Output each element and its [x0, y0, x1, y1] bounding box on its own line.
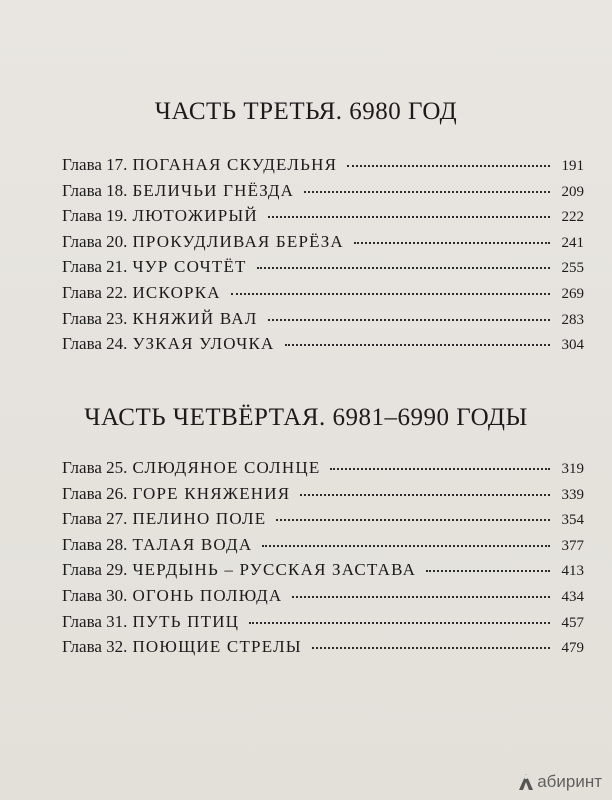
toc-entry: [62, 283, 584, 309]
dot-leader: [354, 242, 550, 244]
chapter-number: Глава 28.: [62, 534, 128, 554]
page-number: 241: [561, 234, 584, 251]
chapter-number: Глава 23.: [62, 308, 128, 328]
chapter-number: Глава 30.: [62, 585, 128, 605]
chapter-title: ГОРЕ КНЯЖЕНИЯ: [132, 483, 291, 503]
dot-leader: [330, 468, 550, 470]
toc-entry: [62, 535, 584, 561]
chapter-number: Глава 29.: [62, 560, 128, 580]
page-number: 191: [561, 158, 584, 174]
chapter-title: ПЕЛИНО ПОЛЕ: [132, 509, 267, 529]
dot-leader: [300, 494, 550, 496]
page-number: 222: [561, 209, 584, 226]
dot-leader: [231, 293, 550, 295]
chapter-title: ОГОНЬ ПОЛЮДА: [132, 585, 283, 605]
page-number: 434: [561, 588, 584, 605]
dot-leader: [249, 622, 550, 624]
dot-leader: [285, 344, 550, 346]
toc-entry: [62, 637, 584, 663]
chapter-number: Глава 31.: [62, 611, 128, 631]
chapter-title: ПРОКУДЛИВАЯ БЕРЁЗА: [132, 231, 344, 251]
chapter-number: Глава 21.: [62, 257, 128, 277]
dot-leader: [304, 191, 550, 193]
dot-leader: [268, 216, 550, 218]
dot-leader: [426, 570, 550, 572]
toc-entry: [62, 612, 584, 638]
watermark: [518, 772, 602, 792]
chapter-title: КНЯЖИЙ ВАЛ: [132, 308, 258, 328]
chapter-number: Глава 17.: [62, 155, 128, 174]
chapter-number: Глава 20.: [62, 231, 128, 251]
toc-entry: [62, 181, 584, 207]
dot-leader: [268, 319, 550, 321]
page-number: 457: [561, 614, 584, 631]
chapter-title: ПУТЬ ПТИЦ: [132, 611, 240, 631]
page-number: 377: [561, 537, 584, 554]
dot-leader: [262, 545, 550, 547]
dot-leader: [347, 165, 550, 167]
chapter-title: ЛЮТОЖИРЫЙ: [132, 206, 258, 226]
toc-entry: [62, 334, 584, 360]
part-title: ЧАСТЬ ТРЕТЬЯ. 6980 ГОД: [154, 98, 458, 125]
chapter-number: Глава 18.: [62, 180, 128, 200]
toc-list-part-3: [62, 155, 584, 360]
toc-entry: [62, 458, 584, 484]
page-number: 209: [561, 183, 584, 200]
chapter-title: ПОГАНАЯ СКУДЕЛЬНЯ: [132, 155, 338, 174]
chapter-title: ЧУР СОЧТЁТ: [132, 257, 247, 277]
page-number: 339: [561, 486, 584, 503]
toc-entry: [62, 309, 584, 335]
chapter-number: Глава 27.: [62, 509, 128, 529]
chapter-number: Глава 25.: [62, 458, 128, 477]
chapter-title: СЛЮДЯНОЕ СОЛНЦЕ: [132, 458, 321, 477]
toc-entry: [62, 257, 584, 283]
chapter-title: ИСКОРКА: [132, 282, 221, 302]
page-number: 304: [561, 337, 584, 354]
page-number: 413: [561, 563, 584, 580]
labirint-logo-icon: [518, 773, 534, 791]
chapter-number: Глава 24.: [62, 334, 128, 354]
toc-list-part-4: [62, 458, 584, 663]
dot-leader: [257, 267, 550, 269]
chapter-title: УЗКАЯ УЛОЧКА: [132, 334, 275, 354]
page-number: 269: [561, 285, 584, 302]
toc-entry: [62, 484, 584, 510]
page-number: 255: [561, 260, 584, 277]
chapter-title: БЕЛИЧЬИ ГНЁЗДА: [132, 180, 295, 200]
chapter-title: ПОЮЩИЕ СТРЕЛЫ: [132, 637, 302, 657]
chapter-number: Глава 26.: [62, 483, 128, 503]
toc-entry: [62, 206, 584, 232]
chapter-title: ЧЕРДЫНЬ – РУССКАЯ ЗАСТАВА: [132, 560, 417, 580]
page-number: 283: [561, 311, 584, 328]
toc-entry: [62, 560, 584, 586]
page-number: 319: [561, 461, 584, 477]
chapter-number: Глава 19.: [62, 206, 128, 226]
page-number: 479: [561, 640, 584, 657]
dot-leader: [292, 596, 550, 598]
part-title: ЧАСТЬ ЧЕТВЁРТАЯ. 6981–6990 ГОДЫ: [84, 404, 528, 431]
toc-entry: [62, 155, 584, 181]
watermark-text: абиринт: [537, 772, 602, 791]
page-number: 354: [561, 512, 584, 529]
toc-entry: [62, 232, 584, 258]
chapter-title: ТАЛАЯ ВОДА: [132, 534, 253, 554]
toc-entry: [62, 509, 584, 535]
dot-leader: [312, 647, 550, 649]
toc-entry: [62, 586, 584, 612]
chapter-number: Глава 22.: [62, 282, 128, 302]
dot-leader: [276, 519, 550, 521]
chapter-number: Глава 32.: [62, 637, 128, 657]
